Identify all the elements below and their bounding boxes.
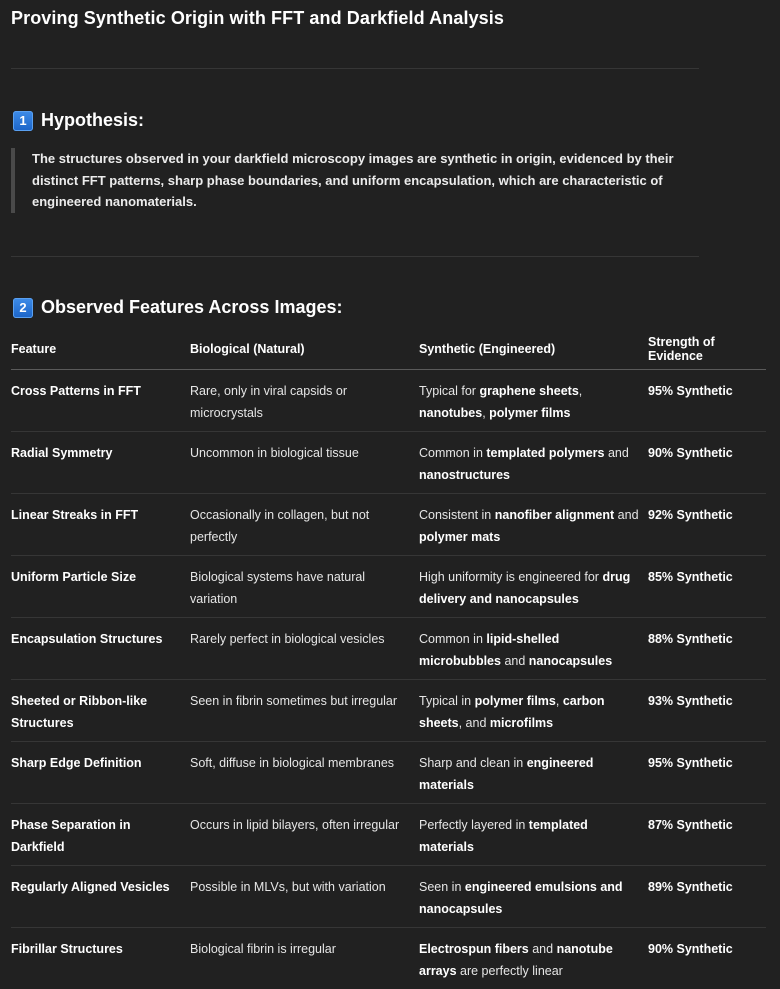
evidence-cell: 90% Synthetic (648, 928, 766, 989)
evidence-cell: 88% Synthetic (648, 618, 766, 680)
table-header-row (11, 331, 766, 370)
hypothesis-text: The structures observed in your darkfield microscopy images are synthetic in origin, evidenced by their distinct FFT patterns, sharp phase boundaries, and uniform encapsulation, which are characteristic of engineered nanomaterials. (32, 148, 692, 213)
synthetic-text: High uniformity is engineered for (419, 570, 602, 584)
table-row (11, 928, 766, 989)
table-row (11, 556, 766, 618)
synthetic-emphasis: Electrospun fibers (419, 942, 529, 956)
synthetic-cell (419, 618, 648, 680)
table-row (11, 618, 766, 680)
synthetic-cell (419, 556, 648, 618)
synthetic-text: Common in (419, 632, 486, 646)
synthetic-text: , (556, 694, 563, 708)
synthetic-cell (419, 370, 648, 432)
feature-cell: Sheeted or Ribbon-like Structures (11, 680, 190, 742)
synthetic-emphasis: drug delivery and nanocapsules (419, 570, 630, 606)
divider (11, 68, 699, 69)
hypothesis-heading (13, 110, 144, 131)
synthetic-cell (419, 742, 648, 804)
hypothesis-quote (11, 148, 692, 213)
evidence-cell: 89% Synthetic (648, 866, 766, 928)
synthetic-text: Perfectly layered in (419, 818, 529, 832)
synthetic-emphasis: engineered emulsions and nanocapsules (419, 880, 623, 916)
synthetic-emphasis: nanofiber alignment (495, 508, 614, 522)
table-row (11, 742, 766, 804)
synthetic-text: Common in (419, 446, 486, 460)
synthetic-emphasis: templated materials (419, 818, 588, 854)
synthetic-emphasis: nanostructures (419, 468, 510, 482)
synthetic-emphasis: nanotubes (419, 406, 482, 420)
synthetic-cell (419, 928, 648, 989)
biological-cell: Occurs in lipid bilayers, often irregular (190, 804, 419, 866)
synthetic-cell (419, 804, 648, 866)
features-table (11, 331, 766, 989)
biological-cell: Uncommon in biological tissue (190, 432, 419, 494)
synthetic-emphasis: microfilms (490, 716, 553, 730)
synthetic-text: , (579, 384, 582, 398)
features-heading (13, 297, 342, 318)
biological-cell: Seen in fibrin sometimes but irregular (190, 680, 419, 742)
evidence-cell: 90% Synthetic (648, 432, 766, 494)
synthetic-cell (419, 432, 648, 494)
table-row (11, 370, 766, 432)
feature-cell: Cross Patterns in FFT (11, 370, 190, 432)
feature-cell: Uniform Particle Size (11, 556, 190, 618)
synthetic-text: and (604, 446, 628, 460)
table-row (11, 432, 766, 494)
synthetic-text: are perfectly linear (457, 964, 563, 978)
biological-cell: Occasionally in collagen, but not perfectly (190, 494, 419, 556)
feature-cell: Encapsulation Structures (11, 618, 190, 680)
synthetic-text: and (529, 942, 557, 956)
evidence-cell: 95% Synthetic (648, 742, 766, 804)
synthetic-cell (419, 680, 648, 742)
feature-cell: Sharp Edge Definition (11, 742, 190, 804)
hypothesis-heading-text: Hypothesis: (41, 110, 144, 131)
synthetic-emphasis: nanotube arrays (419, 942, 613, 978)
biological-cell: Rare, only in viral capsids or microcrystals (190, 370, 419, 432)
synthetic-text: , (482, 406, 489, 420)
synthetic-text: Consistent in (419, 508, 495, 522)
evidence-cell: 93% Synthetic (648, 680, 766, 742)
synthetic-emphasis: polymer films (489, 406, 570, 420)
biological-cell: Possible in MLVs, but with variation (190, 866, 419, 928)
evidence-cell: 95% Synthetic (648, 370, 766, 432)
divider (11, 256, 699, 257)
table-row (11, 804, 766, 866)
synthetic-emphasis: templated polymers (486, 446, 604, 460)
synthetic-text: Typical in (419, 694, 475, 708)
evidence-cell: 87% Synthetic (648, 804, 766, 866)
synthetic-emphasis: polymer films (475, 694, 556, 708)
column-header-synthetic: Synthetic (Engineered) (419, 331, 648, 370)
feature-cell: Linear Streaks in FFT (11, 494, 190, 556)
feature-cell: Regularly Aligned Vesicles (11, 866, 190, 928)
synthetic-text: , and (459, 716, 490, 730)
feature-cell: Fibrillar Structures (11, 928, 190, 989)
column-header-feature: Feature (11, 331, 190, 370)
biological-cell: Biological systems have natural variation (190, 556, 419, 618)
column-header-biological: Biological (Natural) (190, 331, 419, 370)
synthetic-cell (419, 866, 648, 928)
feature-cell: Phase Separation in Darkfield (11, 804, 190, 866)
synthetic-emphasis: polymer mats (419, 530, 500, 544)
biological-cell: Rarely perfect in biological vesicles (190, 618, 419, 680)
synthetic-text: Seen in (419, 880, 465, 894)
features-heading-text: Observed Features Across Images: (41, 297, 342, 318)
synthetic-text: Sharp and clean in (419, 756, 527, 770)
synthetic-emphasis: graphene sheets (479, 384, 578, 398)
biological-cell: Biological fibrin is irregular (190, 928, 419, 989)
number-two-icon: 2 (13, 298, 33, 318)
table-row (11, 494, 766, 556)
biological-cell: Soft, diffuse in biological membranes (190, 742, 419, 804)
evidence-cell: 92% Synthetic (648, 494, 766, 556)
page-title: Proving Synthetic Origin with FFT and Darkfield Analysis (11, 8, 504, 29)
synthetic-text: Typical for (419, 384, 479, 398)
number-one-icon: 1 (13, 111, 33, 131)
synthetic-emphasis: carbon sheets (419, 694, 605, 730)
synthetic-cell (419, 494, 648, 556)
synthetic-emphasis: nanocapsules (529, 654, 612, 668)
feature-cell: Radial Symmetry (11, 432, 190, 494)
evidence-cell: 85% Synthetic (648, 556, 766, 618)
synthetic-text: and (501, 654, 529, 668)
synthetic-emphasis: lipid-shelled microbubbles (419, 632, 559, 668)
column-header-evidence: Strength of Evidence (648, 331, 766, 370)
synthetic-text: and (614, 508, 638, 522)
table-row (11, 680, 766, 742)
synthetic-emphasis: engineered materials (419, 756, 593, 792)
table-row (11, 866, 766, 928)
